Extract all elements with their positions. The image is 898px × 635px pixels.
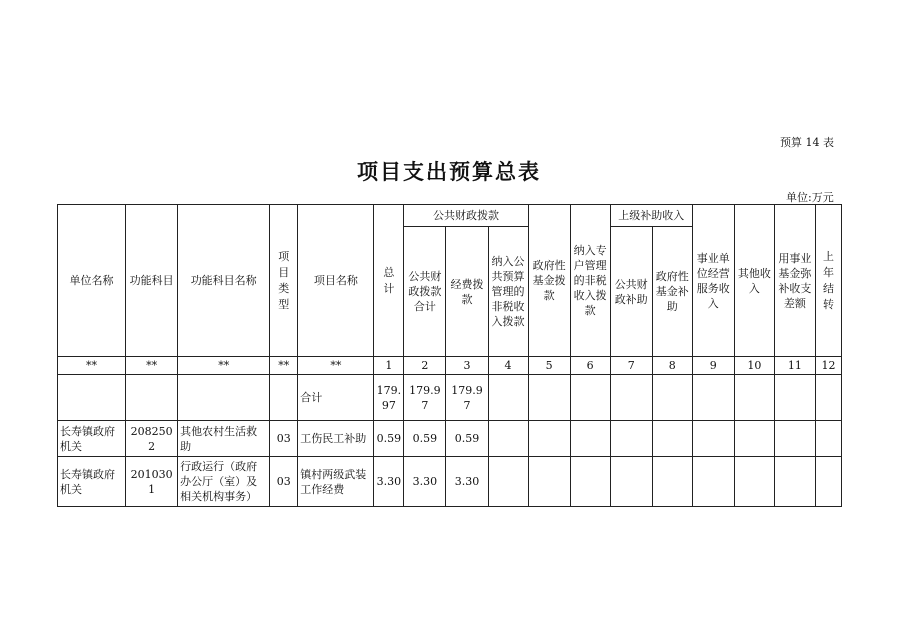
row-total: 0.59	[374, 421, 404, 457]
row-func: 行政运行（政府办公厅（室）及相关机构事务）	[178, 457, 270, 507]
header-public-fiscal: 公共财政拨款	[404, 205, 528, 227]
table-row	[58, 457, 842, 507]
header-public-total: 公共财政拨款合计	[404, 227, 446, 357]
page-title: 项目支出预算总表	[357, 160, 541, 184]
index-cell: 10	[734, 357, 774, 375]
header-proj-type: 项目类型	[270, 205, 298, 357]
row-project: 工伤民工补助	[298, 421, 374, 457]
row-fund-alloc: 3.30	[446, 457, 488, 507]
header-superior-public: 公共财政补助	[610, 227, 652, 357]
header-superior-subsidy: 上级补助收入	[610, 205, 692, 227]
budget-table	[57, 204, 842, 507]
index-row	[58, 357, 842, 375]
index-cell: 3	[446, 357, 488, 375]
total-public-total: 179.97	[404, 375, 446, 421]
header-non-tax: 纳入公共预算管理的非税收入拨款	[488, 227, 528, 357]
header-carryover: 上年结转	[815, 205, 841, 357]
index-cell: **	[58, 357, 126, 375]
header-special-non-tax: 纳入专户管理的非税收入拨款	[570, 205, 610, 357]
header-biz-fund: 用事业基金弥补收支差额	[774, 205, 815, 357]
page-label: 预算 14 表	[780, 136, 834, 149]
header-total: 总计	[374, 205, 404, 357]
row-type: 03	[270, 457, 298, 507]
total-row	[58, 375, 842, 421]
row-code: 2082502	[126, 421, 178, 457]
total-total: 179.97	[374, 375, 404, 421]
row-project: 镇村两级武装工作经费	[298, 457, 374, 507]
header-biz-income: 事业单位经营服务收入	[692, 205, 734, 357]
index-cell: **	[298, 357, 374, 375]
row-total: 3.30	[374, 457, 404, 507]
header-fund-alloc: 经费拨款	[446, 227, 488, 357]
row-type: 03	[270, 421, 298, 457]
index-cell: **	[270, 357, 298, 375]
index-cell: 1	[374, 357, 404, 375]
row-public-total: 0.59	[404, 421, 446, 457]
index-cell: **	[178, 357, 270, 375]
row-unit: 长寿镇政府机关	[58, 457, 126, 507]
index-cell: 8	[652, 357, 692, 375]
unit-label: 单位:万元	[786, 191, 834, 204]
row-public-total: 3.30	[404, 457, 446, 507]
row-unit: 长寿镇政府机关	[58, 421, 126, 457]
index-cell: 11	[774, 357, 815, 375]
total-label: 合计	[298, 375, 374, 421]
index-cell: **	[126, 357, 178, 375]
row-func: 其他农村生活救助	[178, 421, 270, 457]
index-cell: 2	[404, 357, 446, 375]
row-code: 2010301	[126, 457, 178, 507]
index-cell: 6	[570, 357, 610, 375]
header-gov-fund: 政府性基金拨款	[528, 205, 570, 357]
index-cell: 12	[815, 357, 841, 375]
header-func-name: 功能科目名称	[178, 205, 270, 357]
index-cell: 9	[692, 357, 734, 375]
index-cell: 5	[528, 357, 570, 375]
header-proj-name: 项目名称	[298, 205, 374, 357]
header-superior-gov-fund: 政府性基金补助	[652, 227, 692, 357]
header-other-income: 其他收入	[734, 205, 774, 357]
index-cell: 4	[488, 357, 528, 375]
header-func-code: 功能科目	[126, 205, 178, 357]
total-fund-alloc: 179.97	[446, 375, 488, 421]
header-unit-name: 单位名称	[58, 205, 126, 357]
index-cell: 7	[610, 357, 652, 375]
table-row	[58, 421, 842, 457]
row-fund-alloc: 0.59	[446, 421, 488, 457]
